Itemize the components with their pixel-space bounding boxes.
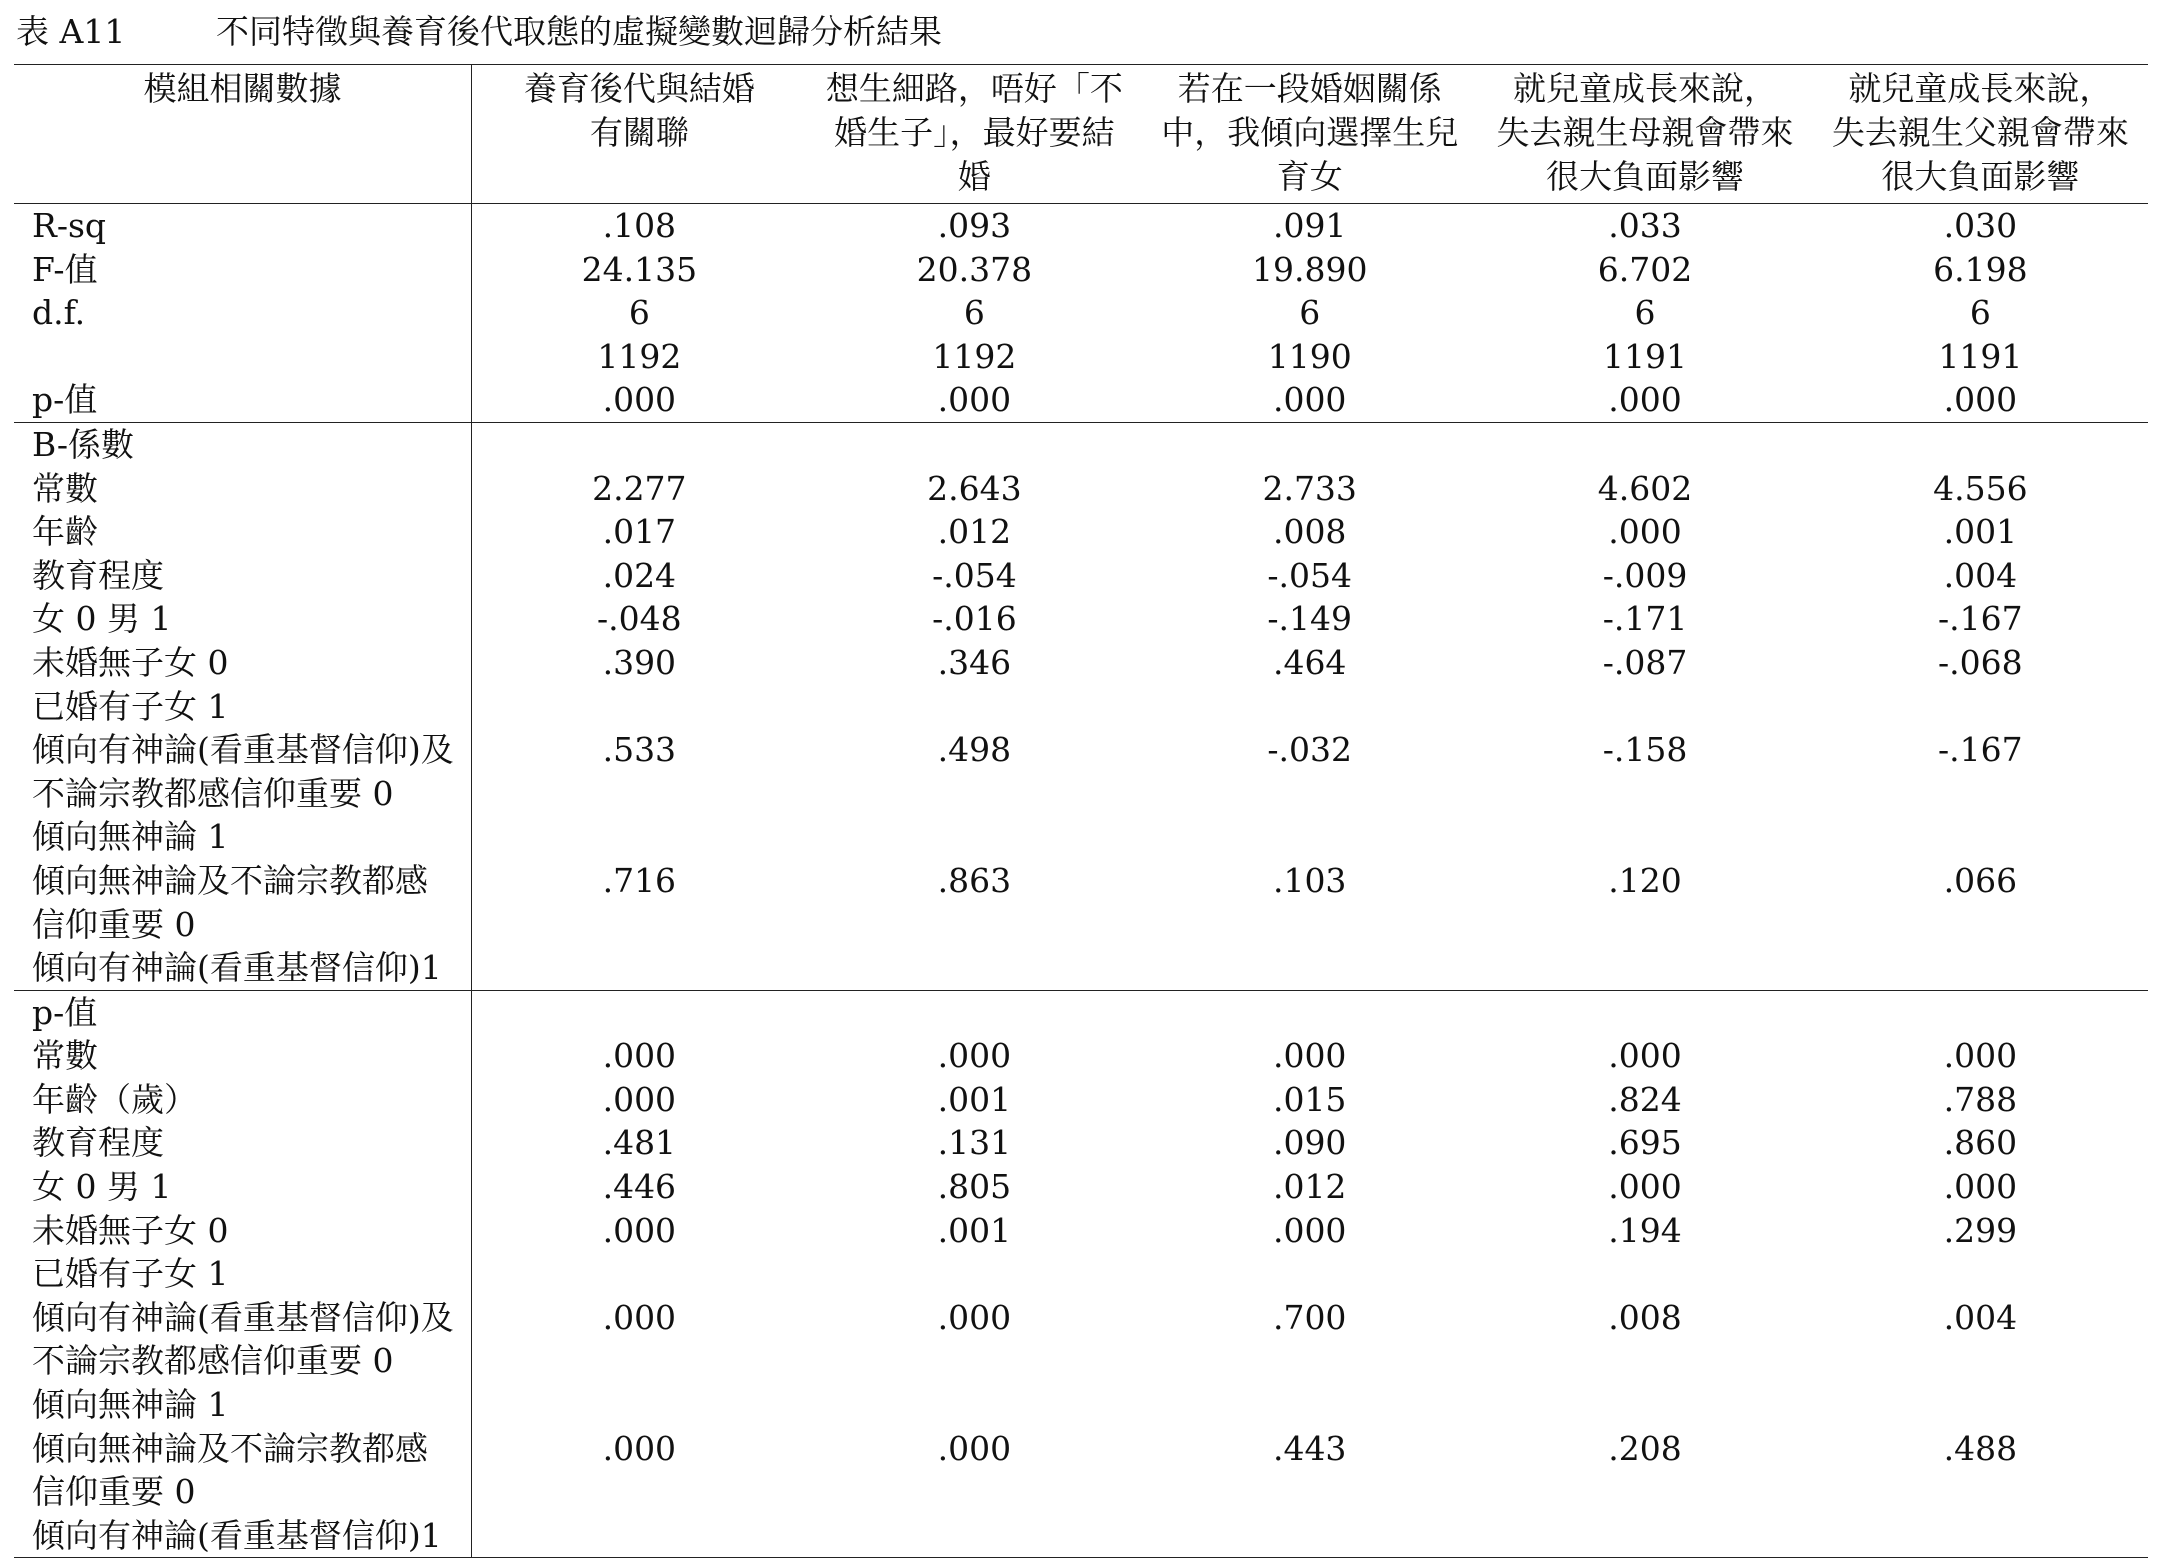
cell-value: 6 — [1969, 293, 1991, 333]
cell-value — [1813, 1339, 2148, 1383]
cell-value — [471, 903, 806, 947]
row-label: F-值 — [14, 248, 471, 292]
cell-value — [1813, 1252, 2148, 1296]
cell-value: .299 — [1943, 1210, 2018, 1250]
cell-value — [1813, 946, 2148, 990]
cell-value — [1813, 772, 2148, 816]
row-label: R-sq — [14, 204, 471, 248]
cell-value — [1142, 1514, 1477, 1558]
table-row — [14, 685, 2148, 729]
row-label: 女 0 男 1 — [14, 1165, 471, 1209]
cell-value: .000 — [1608, 512, 1682, 552]
cell-value: .863 — [937, 860, 1012, 900]
cell-value: .805 — [937, 1167, 1012, 1207]
row-label: 未婚無子女 0 — [14, 1209, 471, 1253]
cell-value: -.167 — [1938, 730, 2023, 770]
cell-value: .030 — [1813, 204, 2148, 248]
cell-value — [807, 1470, 1142, 1514]
cell-value: .012 — [1272, 1167, 1347, 1207]
cell-value — [1142, 815, 1477, 859]
cell-value — [1477, 1514, 1812, 1558]
cell-value: .716 — [602, 860, 677, 900]
cell-value: .000 — [1608, 1167, 1682, 1207]
cell-value: 1192 — [932, 336, 1017, 376]
header-label: 模組相關數據 — [14, 65, 471, 204]
table-title: 不同特徵與養育後代取態的虛擬變數迴歸分析結果 — [216, 12, 942, 51]
table-row — [14, 1209, 2148, 1253]
header-column-4 — [1477, 65, 1812, 204]
table-row — [14, 467, 2148, 511]
table-header — [14, 65, 2148, 204]
row-label: p-值 — [14, 378, 471, 422]
table-row — [14, 1252, 2148, 1296]
cell-value — [1142, 946, 1477, 990]
cell-value: 24.135 — [581, 249, 698, 289]
cell-value — [1813, 1470, 2148, 1514]
cell-value — [1477, 1252, 1812, 1296]
header-column-line: 很大負面影響 — [1546, 157, 1745, 196]
cell-value: 1191 — [1938, 336, 2023, 376]
cell-value: .000 — [1608, 380, 1682, 420]
table-row — [14, 903, 2148, 947]
header-column-5 — [1813, 65, 2148, 204]
cell-value — [1477, 422, 1812, 466]
header-column-line: 婚生子」，最好要結 — [834, 113, 1115, 152]
header-column-line: 育女 — [1276, 157, 1343, 196]
cell-value: -.068 — [1938, 642, 2023, 682]
cell-value: 1190 — [1267, 336, 1352, 376]
cell-value — [471, 685, 806, 729]
table-row — [14, 1427, 2148, 1471]
row-label: 傾向無神論 1 — [14, 815, 471, 859]
cell-value — [1142, 422, 1477, 466]
cell-value — [471, 1470, 806, 1514]
cell-value: .788 — [1943, 1079, 2018, 1119]
cell-value — [807, 1252, 1142, 1296]
cell-value: -.158 — [1602, 730, 1688, 770]
cell-value: .004 — [1943, 555, 2018, 595]
cell-value — [471, 990, 806, 1034]
header-column-line: 失去親生父親會帶來 — [1831, 113, 2129, 152]
cell-value — [1813, 1514, 2148, 1558]
cell-value: 6 — [628, 293, 650, 333]
cell-value: -.087 — [1602, 642, 1688, 682]
table-row — [14, 510, 2148, 554]
row-label — [14, 335, 471, 379]
cell-value: .700 — [1272, 1297, 1347, 1337]
table-row — [14, 597, 2148, 641]
row-label: 常數 — [14, 1034, 471, 1078]
cell-value: -.167 — [1938, 599, 2023, 639]
table-caption — [16, 10, 942, 54]
cell-value — [807, 1339, 1142, 1383]
cell-value: 6 — [963, 293, 985, 333]
cell-value: -.054 — [932, 555, 1017, 595]
cell-value: .091 — [1142, 204, 1477, 248]
header-column-line: 很大負面影響 — [1881, 157, 2080, 196]
cell-value — [1813, 815, 2148, 859]
row-label: 年齡 — [14, 510, 471, 554]
regression-table — [14, 64, 2148, 1558]
row-label: 教育程度 — [14, 554, 471, 598]
cell-value — [1142, 1470, 1477, 1514]
table-row — [14, 728, 2148, 772]
cell-value: .000 — [1608, 1036, 1682, 1076]
cell-value: .446 — [602, 1167, 677, 1207]
cell-value: .000 — [937, 1036, 1012, 1076]
cell-value: .860 — [1943, 1123, 2018, 1163]
cell-value — [1813, 1383, 2148, 1427]
header-column-line: 想生細路，唔好「不 — [825, 69, 1123, 108]
row-label: 傾向無神論及不論宗教都感 — [14, 1427, 471, 1471]
cell-value: .066 — [1943, 860, 2018, 900]
cell-value: .000 — [1272, 380, 1347, 420]
cell-value — [471, 1383, 806, 1427]
cell-value: .488 — [1943, 1428, 2018, 1468]
cell-value: .024 — [602, 555, 677, 595]
table-row — [14, 1078, 2148, 1122]
cell-value: .004 — [1943, 1297, 2018, 1337]
cell-value: 4.602 — [1597, 468, 1693, 508]
table-row — [14, 772, 2148, 816]
header-column-line: 婚 — [957, 157, 991, 196]
cell-value: .000 — [602, 1428, 677, 1468]
cell-value — [1477, 815, 1812, 859]
cell-value — [1477, 1470, 1812, 1514]
row-label: 傾向有神論(看重基督信仰)1 — [14, 1514, 471, 1558]
cell-value: .498 — [937, 730, 1012, 770]
cell-value: .533 — [602, 730, 677, 770]
cell-value: 6.702 — [1597, 249, 1693, 289]
cell-value: .390 — [602, 642, 677, 682]
cell-value — [1477, 1383, 1812, 1427]
cell-value: .000 — [937, 380, 1012, 420]
header-column-line: 中，我傾向選擇生兒 — [1161, 113, 1459, 152]
cell-value — [1477, 1339, 1812, 1383]
cell-value — [1477, 772, 1812, 816]
cell-value: 20.378 — [916, 249, 1033, 289]
header-row — [14, 65, 2148, 204]
cell-value — [807, 1383, 1142, 1427]
table-row — [14, 378, 2148, 422]
cell-value: .008 — [1608, 1297, 1682, 1337]
cell-value: .103 — [1272, 860, 1347, 900]
cell-value — [1142, 990, 1477, 1034]
row-label: p-值 — [14, 990, 471, 1034]
cell-value: .012 — [937, 512, 1012, 552]
header-column-line: 失去親生母親會帶來 — [1496, 113, 1794, 152]
row-label: 常數 — [14, 467, 471, 511]
cell-value: .093 — [807, 204, 1142, 248]
cell-value: 2.643 — [927, 468, 1022, 508]
cell-value: 4.556 — [1933, 468, 2028, 508]
cell-value — [807, 422, 1142, 466]
regression-table-container — [14, 64, 2148, 1558]
cell-value: .001 — [1943, 512, 2018, 552]
row-label: 不論宗教都感信仰重要 0 — [14, 1339, 471, 1383]
cell-value: -.149 — [1267, 599, 1353, 639]
row-label: 年齡（歲） — [14, 1078, 471, 1122]
cell-value: .008 — [1272, 512, 1347, 552]
cell-value: .000 — [602, 1079, 677, 1119]
table-row — [14, 554, 2148, 598]
table-row — [14, 859, 2148, 903]
cell-value: 2.277 — [592, 468, 687, 508]
cell-value — [1142, 903, 1477, 947]
table-row — [14, 335, 2148, 379]
row-label: 不論宗教都感信仰重要 0 — [14, 772, 471, 816]
row-label: B-係數 — [14, 422, 471, 466]
table-row — [14, 1514, 2148, 1558]
table-row — [14, 422, 2148, 466]
table-row — [14, 815, 2148, 859]
cell-value: .131 — [937, 1123, 1012, 1163]
cell-value: .000 — [602, 380, 677, 420]
header-column-2 — [807, 65, 1142, 204]
cell-value — [1142, 685, 1477, 729]
cell-value: 1191 — [1603, 336, 1687, 376]
cell-value: .001 — [937, 1210, 1012, 1250]
table-row — [14, 1383, 2148, 1427]
cell-value: 6 — [1299, 293, 1321, 333]
header-column-line: 若在一段婚姻關係 — [1177, 69, 1442, 108]
row-label: 傾向有神論(看重基督信仰)1 — [14, 946, 471, 990]
row-label: 女 0 男 1 — [14, 597, 471, 641]
cell-value — [1477, 990, 1812, 1034]
row-label: 傾向有神論(看重基督信仰)及 — [14, 728, 471, 772]
cell-value: .000 — [1272, 1210, 1347, 1250]
cell-value — [1142, 1339, 1477, 1383]
cell-value: .695 — [1608, 1123, 1682, 1163]
table-row — [14, 1339, 2148, 1383]
cell-value — [1477, 685, 1812, 729]
table-row — [14, 1121, 2148, 1165]
header-column-3 — [1142, 65, 1477, 204]
cell-value — [1477, 946, 1812, 990]
table-row — [14, 291, 2148, 335]
cell-value: .001 — [937, 1079, 1012, 1119]
cell-value: .000 — [602, 1297, 677, 1337]
cell-value — [807, 946, 1142, 990]
cell-value — [1142, 1252, 1477, 1296]
table-row — [14, 641, 2148, 685]
row-label: 傾向有神論(看重基督信仰)及 — [14, 1296, 471, 1340]
cell-value: 2.733 — [1262, 468, 1357, 508]
table-number: 表 A11 — [16, 12, 126, 51]
header-column-line: 就兒童成長來說， — [1513, 69, 1778, 108]
cell-value: .464 — [1272, 642, 1347, 682]
row-label: 傾向無神論 1 — [14, 1383, 471, 1427]
cell-value: .000 — [1943, 380, 2018, 420]
cell-value: .000 — [602, 1036, 677, 1076]
header-column-line: 就兒童成長來說， — [1848, 69, 2113, 108]
cell-value: -.048 — [597, 599, 682, 639]
cell-value — [807, 815, 1142, 859]
cell-value: .033 — [1477, 204, 1812, 248]
cell-value: .000 — [602, 1210, 677, 1250]
cell-value: .000 — [1943, 1036, 2018, 1076]
row-label: 未婚無子女 0 — [14, 641, 471, 685]
row-label: 已婚有子女 1 — [14, 1252, 471, 1296]
cell-value: .824 — [1608, 1079, 1682, 1119]
cell-value — [807, 903, 1142, 947]
cell-value — [1477, 903, 1812, 947]
cell-value — [807, 990, 1142, 1034]
cell-value: 1192 — [597, 336, 682, 376]
cell-value: .481 — [602, 1123, 677, 1163]
row-label: d.f. — [14, 291, 471, 335]
cell-value — [1142, 772, 1477, 816]
cell-value: -.171 — [1602, 599, 1688, 639]
cell-value: .120 — [1608, 860, 1682, 900]
table-row — [14, 248, 2148, 292]
header-column-1 — [471, 65, 806, 204]
table-row — [14, 1165, 2148, 1209]
cell-value — [807, 1514, 1142, 1558]
row-label: 已婚有子女 1 — [14, 685, 471, 729]
cell-value — [471, 1514, 806, 1558]
cell-value: .017 — [602, 512, 677, 552]
cell-value: 19.890 — [1251, 249, 1368, 289]
cell-value: .090 — [1272, 1123, 1347, 1163]
row-label: 教育程度 — [14, 1121, 471, 1165]
cell-value: .000 — [937, 1428, 1012, 1468]
cell-value: -.054 — [1267, 555, 1353, 595]
header-column-line: 有關聯 — [589, 113, 689, 152]
cell-value: .000 — [1943, 1167, 2018, 1207]
cell-value: .443 — [1272, 1428, 1347, 1468]
cell-value: 6 — [1634, 293, 1656, 333]
cell-value: .194 — [1608, 1210, 1682, 1250]
table-row — [14, 990, 2148, 1034]
row-label: 信仰重要 0 — [14, 1470, 471, 1514]
cell-value — [471, 1252, 806, 1296]
cell-value: -.016 — [932, 599, 1017, 639]
cell-value: .000 — [937, 1297, 1012, 1337]
table-row — [14, 1296, 2148, 1340]
header-column-line: 養育後代與結婚 — [523, 69, 755, 108]
row-label: 信仰重要 0 — [14, 903, 471, 947]
cell-value — [471, 772, 806, 816]
cell-value — [471, 946, 806, 990]
cell-value: .208 — [1608, 1428, 1682, 1468]
cell-value — [471, 815, 806, 859]
cell-value: 6.198 — [1933, 249, 2028, 289]
cell-value: .108 — [471, 204, 806, 248]
cell-value — [471, 422, 806, 466]
cell-value: -.009 — [1602, 555, 1688, 595]
cell-value — [1813, 990, 2148, 1034]
cell-value — [1142, 1383, 1477, 1427]
cell-value — [1813, 903, 2148, 947]
table-row — [14, 946, 2148, 990]
cell-value: -.032 — [1267, 730, 1353, 770]
cell-value: .000 — [1272, 1036, 1347, 1076]
table-row — [14, 204, 2148, 248]
cell-value — [1813, 422, 2148, 466]
table-row — [14, 1470, 2148, 1514]
cell-value — [1813, 685, 2148, 729]
table-row — [14, 1034, 2148, 1078]
cell-value — [471, 1339, 806, 1383]
table-body — [14, 204, 2148, 1558]
cell-value: .346 — [937, 642, 1012, 682]
row-label: 傾向無神論及不論宗教都感 — [14, 859, 471, 903]
cell-value — [807, 685, 1142, 729]
cell-value: .015 — [1272, 1079, 1347, 1119]
cell-value — [807, 772, 1142, 816]
